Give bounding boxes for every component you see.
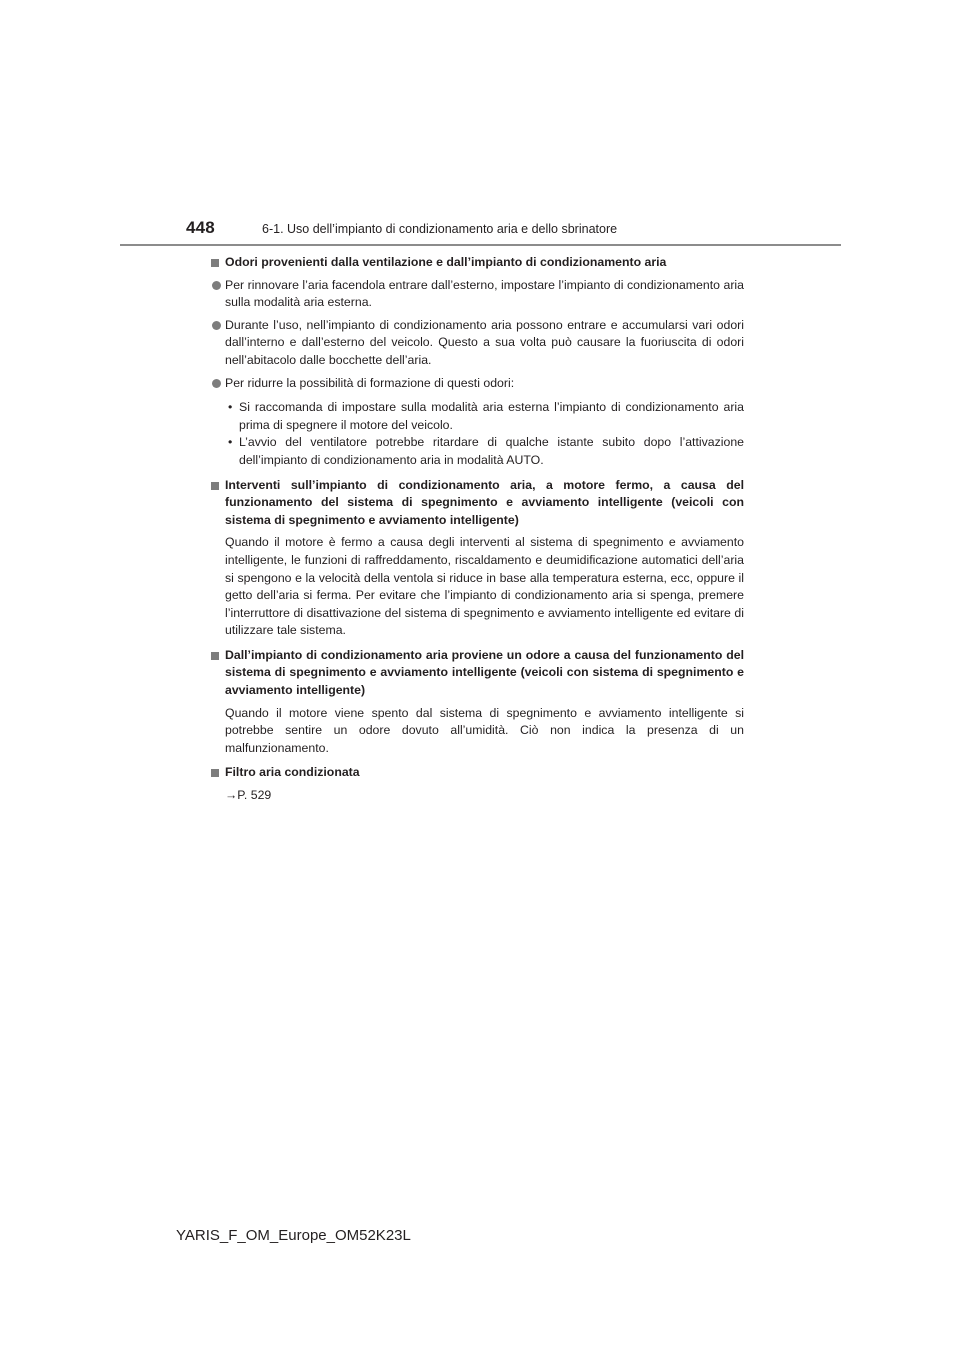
section-title: Interventi sull’impianto di condizionamento aria, a motore fermo, a causa del funzionamento del sistema di spegnimento e avviamento intelligente (veicoli con sistema di spegnimento e avviamento intelligente) [225,477,744,527]
dot-bullet-icon: • [228,435,233,450]
list-item-text: Per ridurre la possibilità di formazione di questi odori: [225,375,515,390]
section-heading [211,764,744,782]
list-item [211,317,744,370]
section-title: Odori provenienti dalla ventilazione e dall’impianto di condizionamento aria [225,255,667,269]
running-head: 6-1. Uso dell’impianto di condizionamento aria e dello sbrinatore [262,222,618,236]
sub-list-item [225,434,744,469]
section-body: Quando il motore è fermo a causa degli interventi al sistema di spegnimento e avviamento intelligente, le funzioni di raffreddamento, riscaldamento e deumidificazione automatici dell’aria si spengono e la velocità della ventola si riduce in base alla temperatura esterna, ecc, oppure il getto dell’aria si ferma. Per evitare che l’impianto di condizionamento aria si spenga, premere l’interruttore di disattivazione del sistema di spegnimento e avviamento intelligente ed evitare di utilizzare tale sistema. [225,535,744,638]
list-item-text: Durante l’uso, nell’impianto di condizionamento aria possono entrare e accumularsi vari odori dall’interno e dall’esterno del veicolo. Questo a sua volta può causare la fuoriuscita di odori nell’abitacolo dalle bocchette dell’aria. [225,317,744,367]
page-reference-link[interactable]: →P. 529 [225,788,272,803]
list-item [211,277,744,312]
sub-list-item [225,399,744,434]
square-bullet-icon [211,482,219,490]
page-content [211,254,744,805]
section-heading [211,254,744,272]
section-title: Filtro aria condizionata [225,765,360,780]
list-item-text: Per rinnovare l’aria facendola entrare dall’esterno, impostare l’impianto di condizionamento aria sulla modalità aria esterna. [225,277,744,310]
square-bullet-icon [211,769,219,777]
circle-bullet-icon [212,379,221,388]
header-rule [120,244,841,246]
section-heading [211,647,744,700]
square-bullet-icon [211,259,219,267]
dot-bullet-icon: • [228,400,233,415]
sub-list [225,399,744,469]
sub-list-item-text: L’avvio del ventilatore potrebbe ritardare di qualche istante subito dopo l’attivazione dell’impianto di condizionamento aria in modalità AUTO. [239,435,744,467]
sub-list-item-text: Si raccomanda di impostare sulla modalità aria esterna l’impianto di condizionamento aria prima di spegnere il motore del veicolo. [239,400,744,432]
list-item [211,375,744,393]
circle-bullet-icon [212,281,221,290]
circle-bullet-icon [212,321,221,330]
square-bullet-icon [211,652,219,660]
section-heading [211,477,744,530]
document-code: YARIS_F_OM_Europe_OM52K23L [176,1227,411,1244]
page-number: 448 [186,218,215,237]
section-body: Quando il motore viene spento dal sistema di spegnimento e avviamento intelligente si potrebbe sentire un odore dovuto all’umidità. Ciò non indica la presenza di un malfunzionamento. [225,705,744,755]
section-title: Dall’impianto di condizionamento aria proviene un odore a causa del funzionamento del sistema di spegnimento e avviamento intelligente (veicoli con sistema di spegnimento e avviamento intelligente) [225,647,744,698]
